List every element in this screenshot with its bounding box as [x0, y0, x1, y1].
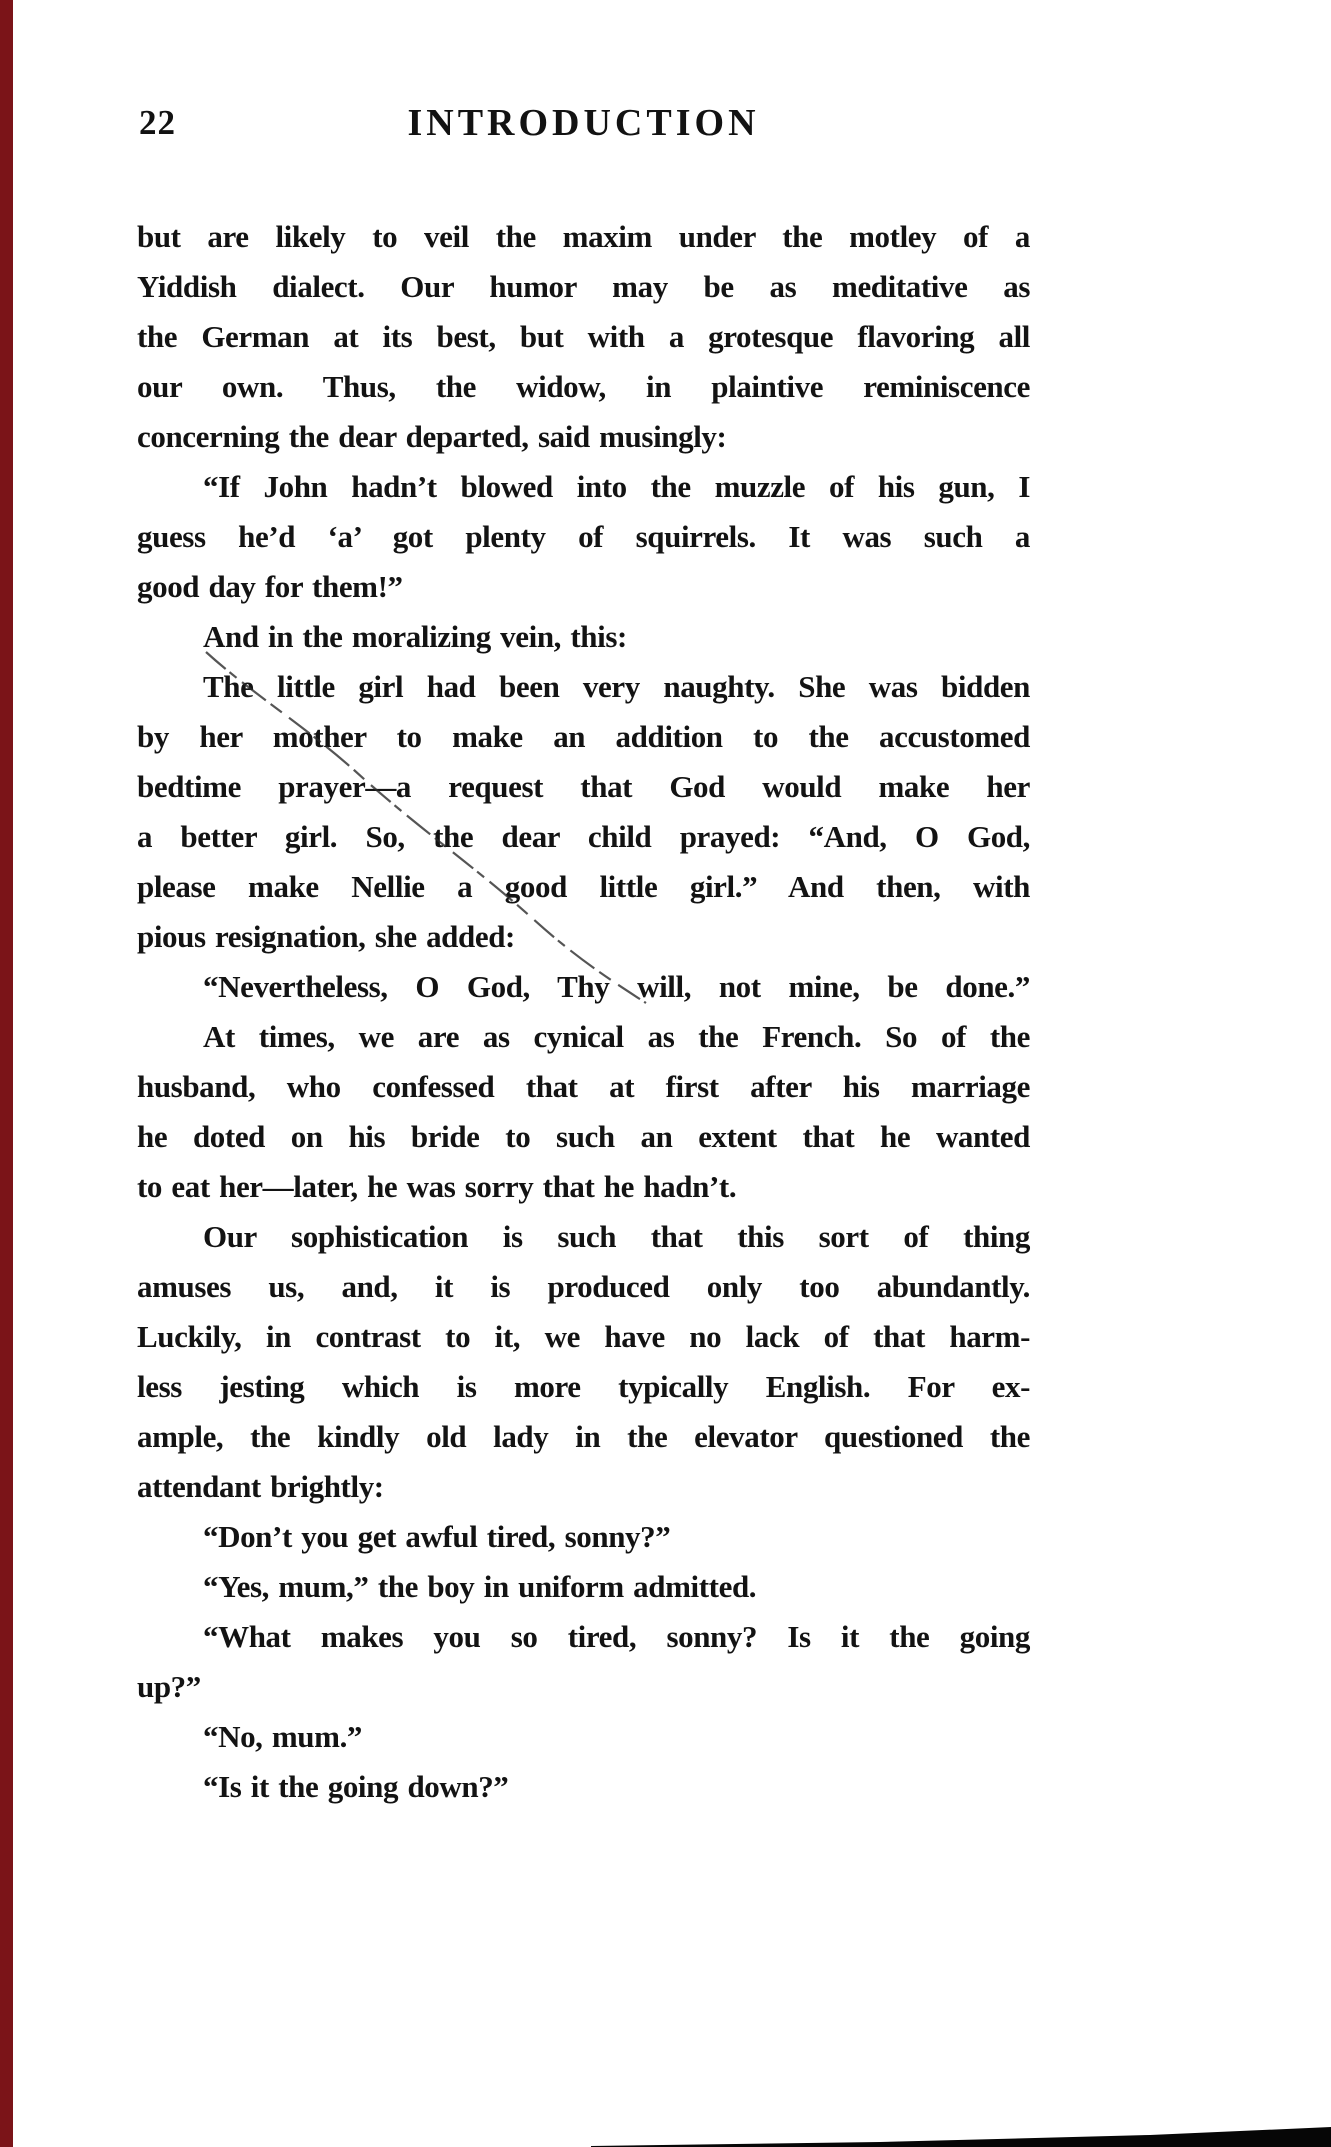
text-line: Yiddish dialect. Our humor may be as meditative as: [137, 269, 1030, 304]
text-line: please make Nellie a good little girl.” And then, with: [137, 869, 1030, 904]
text-line: pious resignation, she added:: [137, 919, 515, 954]
text-line: a better girl. So, the dear child prayed: “And, O God,: [137, 819, 1030, 854]
text-line: “Nevertheless, O God, Thy will, not mine, be done.”: [203, 969, 1030, 1004]
text-line: At times, we are as cynical as the French. So of the: [203, 1019, 1030, 1054]
text-line: bedtime prayer—a request that God would make her: [137, 769, 1030, 804]
left-edge-scan-stripe: [0, 0, 13, 2147]
text-line: amuses us, and, it is produced only too abundantly.: [137, 1269, 1030, 1304]
running-header-title: INTRODUCTION: [407, 102, 760, 144]
text-line: Our sophistication is such that this sort of thing: [203, 1219, 1030, 1254]
text-line: guess he’d ‘a’ got plenty of squirrels. It was such a: [137, 519, 1030, 554]
text-line: husband, who confessed that at first after his marriage: [137, 1069, 1030, 1104]
text-line: by her mother to make an addition to the accustomed: [137, 719, 1030, 754]
text-line: the German at its best, but with a grotesque flavoring all: [137, 319, 1030, 354]
page-number: 22: [139, 103, 176, 142]
text-line: to eat her—later, he was sorry that he hadn’t.: [137, 1169, 737, 1204]
body-text-block: [137, 212, 1030, 1812]
text-line: “No, mum.”: [203, 1719, 363, 1754]
text-line: “If John hadn’t blowed into the muzzle of his gun, I: [203, 469, 1030, 504]
bottom-scan-bar: [591, 2127, 1331, 2147]
text-line: he doted on his bride to such an extent that he wanted: [137, 1119, 1030, 1154]
text-line: “Is it the going down?”: [203, 1769, 509, 1804]
text-line: concerning the dear departed, said musingly:: [137, 419, 727, 454]
text-line: ample, the kindly old lady in the elevator questioned the: [137, 1419, 1030, 1454]
text-line: attendant brightly:: [137, 1469, 384, 1504]
text-line: “Don’t you get awful tired, sonny?”: [203, 1519, 671, 1554]
text-line: but are likely to veil the maxim under the motley of a: [137, 219, 1030, 254]
text-line: And in the moralizing vein, this:: [203, 619, 627, 654]
text-line: our own. Thus, the widow, in plaintive reminiscence: [137, 369, 1030, 404]
text-line: up?”: [137, 1669, 201, 1704]
text-line: good day for them!”: [137, 569, 403, 604]
text-line: “Yes, mum,” the boy in uniform admitted.: [203, 1569, 757, 1604]
text-line: Luckily, in contrast to it, we have no lack of that harm-: [137, 1319, 1030, 1354]
text-line: “What makes you so tired, sonny? Is it the going: [203, 1619, 1030, 1654]
text-line: less jesting which is more typically English. For ex-: [137, 1369, 1030, 1404]
text-line: The little girl had been very naughty. She was bidden: [203, 669, 1030, 704]
